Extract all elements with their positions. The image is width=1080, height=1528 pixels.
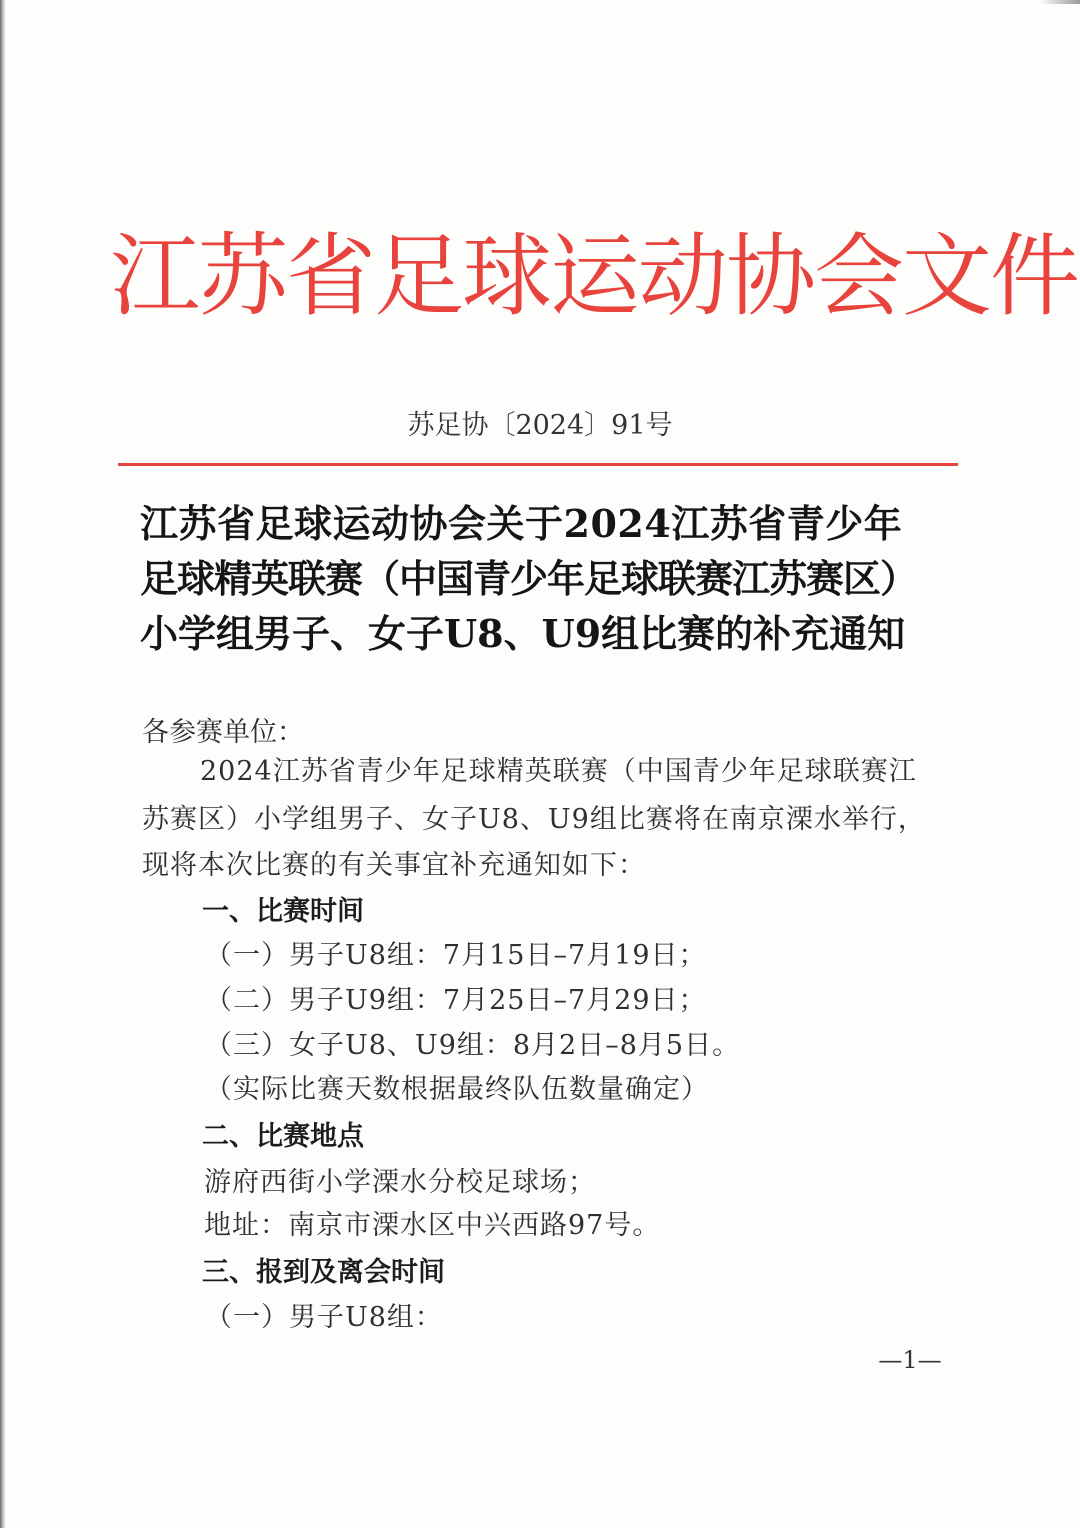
checkin-item-boys-u8: （一）男子U8组： (205, 1302, 443, 1333)
salutation: 各参赛单位： (142, 717, 304, 748)
venue-address: 地址：南京市溧水区中兴西路97号。 (204, 1210, 661, 1241)
schedule-note: （实际比赛天数根据最终队伍数量确定） (205, 1074, 709, 1105)
intro-line-2: 苏赛区）小学组男子、女子U8、U9组比赛将在南京溧水举行， (142, 804, 926, 835)
title-line-1: 江苏省足球运动协会关于2024江苏省青少年 (140, 501, 903, 546)
document-number: 苏足协〔2024〕91号 (407, 410, 673, 441)
scan-shadow-top (1040, 0, 1080, 4)
section-heading-time: 一、比赛时间 (202, 896, 364, 927)
venue-name: 游府西街小学溧水分校足球场； (204, 1167, 596, 1198)
schedule-item-girls: （三）女子U8、U9组：8月2日–8月5日。 (205, 1030, 741, 1061)
section-heading-venue: 二、比赛地点 (202, 1121, 364, 1152)
title-line-3: 小学组男子、女子U8、U9组比赛的补充通知 (140, 611, 906, 656)
intro-line-1: 2024江苏省青少年足球精英联赛（中国青少年足球联赛江 (200, 756, 917, 787)
red-divider-line (118, 463, 958, 466)
schedule-item-boys-u9: （二）男子U9组：7月25日–7月29日； (205, 985, 707, 1016)
document-title (140, 496, 950, 661)
scan-shadow-left (0, 0, 6, 1528)
document-masthead: 江苏省足球运动协会文件 (110, 224, 1078, 329)
schedule-item-boys-u8: （一）男子U8组：7月15日–7月19日； (205, 940, 707, 971)
section-heading-checkin: 三、报到及离会时间 (202, 1257, 445, 1288)
page-number: —1— (878, 1346, 942, 1374)
intro-line-3: 现将本次比赛的有关事宜补充通知如下： (142, 850, 646, 881)
title-line-2: 足球精英联赛（中国青少年足球联赛江苏赛区） (140, 556, 918, 601)
